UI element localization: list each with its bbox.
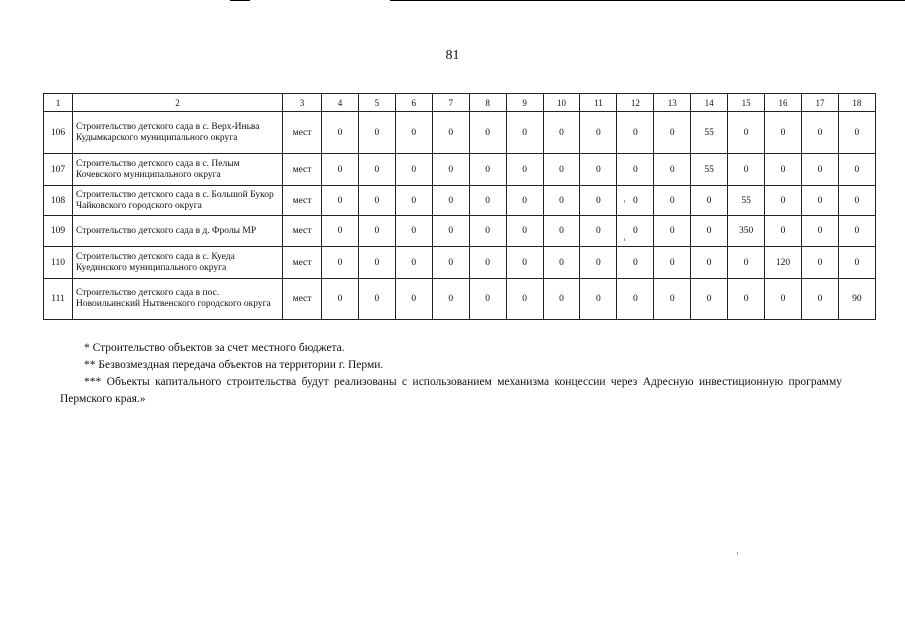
value-cell: 0: [654, 247, 691, 279]
value-cell: 0: [322, 112, 359, 154]
value-cell: 0: [358, 216, 395, 247]
value-cell: 0: [395, 279, 432, 320]
column-header: 10: [543, 94, 580, 112]
value-cell: 0: [617, 154, 654, 186]
value-cell: 0: [432, 154, 469, 186]
column-header: 3: [283, 94, 322, 112]
value-cell: 0: [765, 216, 802, 247]
column-header: 7: [432, 94, 469, 112]
value-cell: 0: [838, 247, 875, 279]
object-name: Строительство детского сада в д. Фролы МР: [73, 216, 283, 247]
value-cell: 0: [691, 279, 728, 320]
table-body: [44, 112, 876, 320]
value-cell: 0: [801, 279, 838, 320]
value-cell: 0: [728, 112, 765, 154]
table-header-row: [44, 94, 876, 112]
value-cell: 0: [469, 186, 506, 216]
value-cell: 0: [654, 112, 691, 154]
value-cell: 55: [691, 154, 728, 186]
value-cell: 0: [506, 154, 543, 186]
value-cell: 0: [469, 216, 506, 247]
object-name: Строительство детского сада в с. Куеда Куединского муниципального округа: [73, 247, 283, 279]
unit-cell: мест: [283, 112, 322, 154]
column-header: 13: [654, 94, 691, 112]
value-cell: 0: [395, 186, 432, 216]
value-cell: 350: [728, 216, 765, 247]
value-cell: 0: [580, 216, 617, 247]
value-cell: 0: [322, 154, 359, 186]
value-cell: 0: [358, 154, 395, 186]
column-header: 12: [617, 94, 654, 112]
value-cell: 0: [765, 186, 802, 216]
value-cell: 0: [506, 112, 543, 154]
unit-cell: мест: [283, 247, 322, 279]
scan-artifact-line: [390, 0, 905, 1]
row-number: 106: [44, 112, 73, 154]
value-cell: 120: [765, 247, 802, 279]
value-cell: 0: [543, 112, 580, 154]
value-cell: 0: [322, 216, 359, 247]
value-cell: 0: [765, 112, 802, 154]
value-cell: 0: [838, 186, 875, 216]
value-cell: 0: [506, 247, 543, 279]
row-number: 109: [44, 216, 73, 247]
value-cell: 0: [322, 186, 359, 216]
value-cell: 0: [617, 279, 654, 320]
value-cell: 0: [358, 112, 395, 154]
value-cell: 0: [322, 247, 359, 279]
value-cell: 0: [801, 247, 838, 279]
value-cell: 0: [617, 216, 654, 247]
value-cell: 0: [654, 154, 691, 186]
column-header: 15: [728, 94, 765, 112]
column-header: 17: [801, 94, 838, 112]
table-row: [44, 186, 876, 216]
value-cell: 0: [691, 247, 728, 279]
construction-table: [43, 93, 876, 320]
value-cell: 0: [432, 279, 469, 320]
value-cell: 0: [617, 186, 654, 216]
table-row: [44, 112, 876, 154]
column-header: 4: [322, 94, 359, 112]
column-header: 11: [580, 94, 617, 112]
column-header: 1: [44, 94, 73, 112]
value-cell: 0: [654, 186, 691, 216]
value-cell: 0: [654, 279, 691, 320]
value-cell: 0: [838, 154, 875, 186]
scan-artifact-dot: [624, 238, 625, 241]
value-cell: 0: [580, 154, 617, 186]
page-number: 81: [445, 48, 460, 63]
value-cell: 0: [580, 112, 617, 154]
value-cell: 0: [543, 216, 580, 247]
value-cell: 0: [580, 279, 617, 320]
column-header: 18: [838, 94, 875, 112]
table-row: [44, 216, 876, 247]
value-cell: 0: [728, 154, 765, 186]
value-cell: 0: [801, 154, 838, 186]
value-cell: 0: [469, 154, 506, 186]
value-cell: 0: [765, 279, 802, 320]
footnote-concession: *** Объекты капитального строительства будут реализованы с использованием механизма концессии через Адресную инвестиционную программу Пермского края.»: [60, 376, 842, 405]
unit-cell: мест: [283, 216, 322, 247]
table-row: [44, 154, 876, 186]
value-cell: 0: [358, 247, 395, 279]
footnotes: [60, 340, 842, 408]
column-header: 9: [506, 94, 543, 112]
column-header: 5: [358, 94, 395, 112]
value-cell: 0: [543, 247, 580, 279]
table-row: [44, 247, 876, 279]
value-cell: 0: [395, 247, 432, 279]
value-cell: 0: [432, 186, 469, 216]
value-cell: 0: [395, 216, 432, 247]
row-number: 107: [44, 154, 73, 186]
value-cell: 90: [838, 279, 875, 320]
value-cell: 0: [580, 247, 617, 279]
value-cell: 0: [432, 216, 469, 247]
value-cell: 0: [432, 247, 469, 279]
column-header: 8: [469, 94, 506, 112]
column-header: 16: [765, 94, 802, 112]
object-name: Строительство детского сада в с. Большой Букор Чайковского городского округа: [73, 186, 283, 216]
column-header: 14: [691, 94, 728, 112]
value-cell: 0: [801, 112, 838, 154]
value-cell: 0: [801, 216, 838, 247]
row-number: 110: [44, 247, 73, 279]
value-cell: 0: [543, 154, 580, 186]
value-cell: 0: [691, 216, 728, 247]
value-cell: 0: [358, 279, 395, 320]
row-number: 108: [44, 186, 73, 216]
value-cell: 0: [838, 112, 875, 154]
value-cell: 0: [506, 216, 543, 247]
scan-artifact-line: [230, 0, 250, 1]
value-cell: 0: [395, 112, 432, 154]
value-cell: 0: [838, 216, 875, 247]
value-cell: 0: [728, 247, 765, 279]
value-cell: 0: [432, 112, 469, 154]
table-row: [44, 279, 876, 320]
value-cell: 0: [506, 279, 543, 320]
value-cell: 0: [506, 186, 543, 216]
value-cell: 0: [543, 186, 580, 216]
value-cell: 0: [801, 186, 838, 216]
unit-cell: мест: [283, 154, 322, 186]
column-header: 6: [395, 94, 432, 112]
column-header: 2: [73, 94, 283, 112]
value-cell: 55: [728, 186, 765, 216]
value-cell: 0: [728, 279, 765, 320]
object-name: Строительство детского сада в с. Верх-Иньва Кудымкарского муниципального округа: [73, 112, 283, 154]
value-cell: 0: [395, 154, 432, 186]
value-cell: 0: [358, 186, 395, 216]
value-cell: 0: [469, 247, 506, 279]
value-cell: 0: [580, 186, 617, 216]
scan-artifact-dot: [737, 552, 738, 555]
value-cell: 0: [691, 186, 728, 216]
value-cell: 0: [543, 279, 580, 320]
unit-cell: мест: [283, 279, 322, 320]
row-number: 111: [44, 279, 73, 320]
object-name: Строительство детского сада в с. Пелым Кочевского муниципального округа: [73, 154, 283, 186]
value-cell: 0: [617, 112, 654, 154]
value-cell: 0: [765, 154, 802, 186]
value-cell: 0: [654, 216, 691, 247]
value-cell: 0: [617, 247, 654, 279]
value-cell: 0: [469, 112, 506, 154]
value-cell: 55: [691, 112, 728, 154]
value-cell: 0: [469, 279, 506, 320]
footnote-transfer: ** Безвозмездная передача объектов на территории г. Перми.: [84, 359, 384, 371]
unit-cell: мест: [283, 186, 322, 216]
object-name: Строительство детского сада в пос. Новоильинский Нытвенского городского округа: [73, 279, 283, 320]
scan-artifact-dot: [624, 200, 625, 203]
footnote-local-budget: * Строительство объектов за счет местного бюджета.: [84, 342, 345, 354]
value-cell: 0: [322, 279, 359, 320]
